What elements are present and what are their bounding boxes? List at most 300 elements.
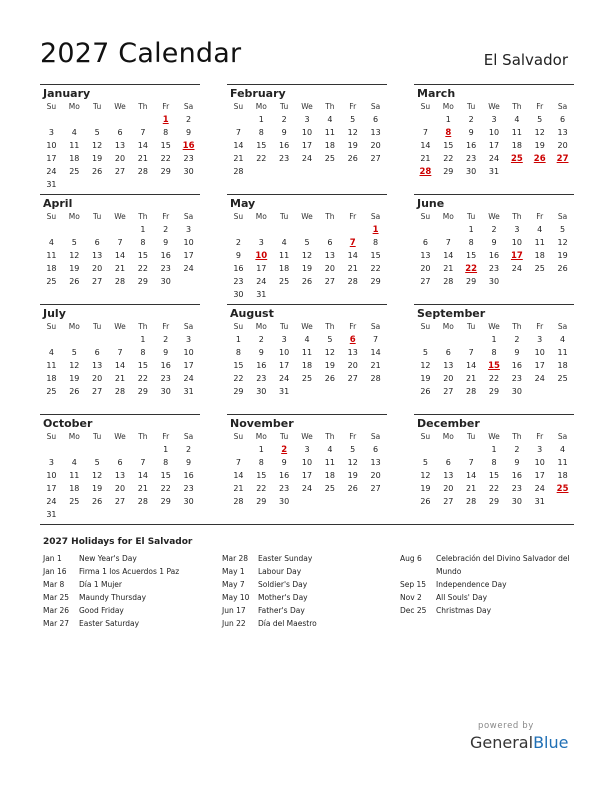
holiday-item [43,552,218,565]
month-july [40,304,200,414]
day-cell: 8 [235,348,241,357]
day-cell: 1 [258,445,264,454]
weekday-label: Su [233,102,244,111]
day-cell: 25 [324,484,335,493]
week-row [40,275,200,288]
day-cell: 7 [117,348,123,357]
day-cell [341,385,364,398]
day-cell: 11 [534,238,545,247]
day-cell: 23 [279,154,290,163]
day-cell: 22 [370,264,381,273]
day-cell [364,223,387,236]
weekday-label: Mo [68,102,80,111]
weekday-label: We [114,102,126,111]
day-cell [364,385,387,398]
weekday-label: Fr [349,322,357,331]
week-row [227,139,387,152]
powered-by-label: powered by [478,721,534,731]
day-cell: 30 [183,167,194,176]
weekday-label: Sa [370,322,381,331]
day-cell: 24 [183,374,194,383]
day-cell: 5 [327,335,333,344]
week-row [40,262,200,275]
week-row [227,249,387,262]
day-cell: 9 [514,458,520,467]
day-cell: 29 [466,277,477,286]
holiday-day: 7 [349,238,356,248]
day-cell [364,165,387,178]
holiday-item [43,578,218,591]
day-cell: 27 [114,167,126,176]
holiday-day: 6 [349,335,356,345]
week-row [40,443,200,456]
day-cell: 13 [557,128,568,137]
weekday-label: Tu [467,432,476,441]
day-cell: 4 [71,458,77,467]
day-cell: 12 [92,471,103,480]
day-cell: 17 [183,361,194,370]
day-cell: 10 [279,348,290,357]
day-cell [296,495,319,508]
week-row [40,178,200,191]
weekday-label: Tu [93,322,102,331]
week-row [40,333,200,346]
day-cell: 25 [301,374,313,383]
day-cell: 23 [279,484,290,493]
month-october [40,414,200,524]
day-cell: 9 [514,348,520,357]
week-row [40,139,200,152]
day-cell: 26 [69,277,80,286]
weekday-label: Sa [370,102,381,111]
day-cell: 3 [304,445,310,454]
weekday-label: Mo [442,212,454,221]
month-name: August [230,307,274,320]
day-cell: 3 [281,335,287,344]
day-cell [154,178,177,191]
day-cell: 2 [235,238,241,247]
day-cell: 29 [137,277,148,286]
country-name: El Salvador [483,51,568,69]
holiday-day: 17 [510,251,523,261]
holiday-day: 22 [465,264,478,274]
day-cell: 5 [422,348,428,357]
weekday-label: Sa [183,322,194,331]
day-cell: 12 [420,471,431,480]
day-cell: 30 [511,387,522,396]
weekday-label: Tu [93,102,102,111]
holiday-day: 26 [533,154,546,164]
week-row [414,165,574,178]
weekday-label: Sa [183,102,194,111]
day-cell: 10 [46,471,57,480]
holiday-day: 25 [556,484,569,494]
day-cell: 2 [468,115,474,124]
week-row [227,288,387,301]
week-row [414,482,574,495]
day-cell: 20 [114,154,126,163]
day-cell: 30 [488,277,500,286]
week-row [227,456,387,469]
day-cell: 17 [183,251,194,260]
day-cell: 5 [94,458,100,467]
weekday-label: Fr [536,322,544,331]
weekday-label: Su [233,432,244,441]
holiday-date: Jan 16 [43,567,67,576]
weekday-label: Tu [467,212,476,221]
day-cell [86,443,109,456]
day-cell: 21 [114,374,126,383]
day-cell [86,223,109,236]
day-cell: 15 [137,251,148,260]
day-cell: 3 [186,335,192,344]
holiday-date: Jun 22 [222,619,246,628]
day-cell: 29 [488,387,500,396]
day-cell [177,178,200,191]
weekday-label: Fr [536,212,544,221]
week-row [227,223,387,236]
day-cell: 4 [514,115,520,124]
day-cell: 26 [347,484,358,493]
weekday-label: Su [233,212,244,221]
day-cell: 17 [46,154,57,163]
day-cell [341,165,364,178]
weekday-label: We [114,212,126,221]
day-cell: 2 [186,115,192,124]
month-name: January [43,87,91,100]
day-cell: 30 [160,277,171,286]
day-cell: 4 [560,335,566,344]
weekday-label: Tu [93,432,102,441]
brand-blue: Blue [533,733,569,752]
day-cell: 18 [279,264,290,273]
day-cell: 7 [373,335,379,344]
day-cell [505,249,528,262]
day-cell: 19 [420,374,431,383]
day-cell [86,178,109,191]
day-cell [273,443,296,456]
day-cell: 1 [491,335,497,344]
holiday-item [222,565,397,578]
day-cell: 14 [443,251,454,260]
day-cell [341,236,364,249]
day-cell [177,275,200,288]
day-cell: 30 [511,497,522,506]
day-cell: 31 [279,387,290,396]
day-cell [414,113,437,126]
day-cell: 30 [256,387,267,396]
month-february [227,84,387,194]
day-cell: 9 [491,238,497,247]
day-cell: 29 [256,497,267,506]
day-cell [131,443,154,456]
day-cell: 16 [279,141,290,150]
day-cell: 24 [183,264,194,273]
day-cell: 1 [445,115,451,124]
day-cell [131,178,154,191]
day-cell: 16 [256,361,267,370]
day-cell: 3 [48,128,54,137]
day-cell: 14 [137,471,148,480]
weekday-label: Mo [68,322,80,331]
day-cell: 5 [94,128,100,137]
day-cell: 21 [466,484,477,493]
day-cell: 8 [491,458,497,467]
day-cell [437,333,460,346]
day-cell: 3 [258,238,264,247]
week-row [227,236,387,249]
holiday-name: Soldier's Day [258,580,308,589]
day-cell: 24 [301,154,313,163]
weekday-label: Fr [162,102,170,111]
day-cell: 14 [233,141,244,150]
day-cell: 24 [534,484,545,493]
day-cell: 10 [534,458,545,467]
day-cell [437,443,460,456]
week-row [40,223,200,236]
day-cell: 24 [488,154,500,163]
month-name: March [417,87,456,100]
month-row [40,84,574,194]
day-cell: 18 [301,361,313,370]
day-cell: 13 [114,141,126,150]
day-cell: 28 [466,387,477,396]
day-cell: 6 [373,445,379,454]
day-cell: 17 [488,141,500,150]
day-cell: 12 [92,141,103,150]
holiday-item [400,578,575,591]
day-cell: 23 [160,264,171,273]
weekday-label: We [301,102,313,111]
day-cell: 3 [514,225,520,234]
holiday-date: May 1 [222,567,245,576]
day-cell [460,262,483,275]
holiday-day: 8 [445,128,452,138]
day-cell [414,165,437,178]
day-cell: 19 [92,484,103,493]
weekday-label: Mo [255,432,267,441]
day-cell: 30 [279,497,290,506]
week-row [414,152,574,165]
month-april [40,194,200,304]
day-cell: 13 [114,471,126,480]
day-cell: 27 [420,277,431,286]
day-cell: 2 [514,335,520,344]
holiday-column-3 [400,552,575,617]
holiday-date: Mar 27 [43,619,70,628]
day-cell: 9 [186,458,192,467]
day-cell: 8 [163,458,169,467]
holiday-name: Good Friday [79,606,124,615]
weekday-label: We [488,432,500,441]
day-cell: 26 [301,277,313,286]
day-cell [273,288,296,301]
day-cell [551,385,574,398]
holiday-date: Dec 25 [400,606,427,615]
holiday-day: 1 [372,225,379,235]
week-row [40,469,200,482]
weekday-label: Su [46,212,57,221]
day-cell: 15 [137,361,148,370]
day-cell: 8 [163,128,169,137]
weekday-label: Mo [442,322,454,331]
week-row [414,469,574,482]
day-cell: 22 [488,484,500,493]
month-row [40,414,574,524]
holiday-item [43,604,218,617]
weekday-label: We [488,102,500,111]
day-cell: 26 [420,387,431,396]
day-cell: 11 [557,348,568,357]
day-cell: 1 [235,335,241,344]
day-cell: 1 [491,445,497,454]
day-cell: 11 [46,361,57,370]
weekday-header [227,210,387,223]
holiday-day: 1 [162,115,169,125]
day-cell: 19 [557,251,568,260]
day-cell [63,113,86,126]
day-cell: 8 [258,128,264,137]
weekday-label: Sa [557,212,568,221]
day-cell: 24 [301,484,313,493]
day-cell: 2 [491,225,497,234]
month-name: June [417,197,445,210]
day-cell: 21 [137,154,148,163]
day-cell: 24 [534,374,545,383]
day-cell: 20 [420,264,431,273]
day-cell: 22 [160,484,171,493]
day-cell [177,508,200,521]
day-cell: 10 [488,128,500,137]
holiday-item [43,565,218,578]
day-cell: 11 [279,251,290,260]
day-cell: 14 [114,361,126,370]
day-cell: 18 [46,264,57,273]
holiday-day: 27 [556,154,569,164]
day-cell [364,495,387,508]
day-cell [109,178,132,191]
day-cell [296,165,319,178]
day-cell: 14 [466,471,477,480]
brand-logo[interactable] [470,733,568,752]
day-cell: 31 [46,510,57,519]
weekday-header [227,430,387,443]
day-cell: 5 [560,225,566,234]
day-cell: 31 [534,497,545,506]
weekday-label: Mo [255,322,267,331]
day-cell: 2 [514,445,520,454]
day-cell: 20 [92,264,103,273]
day-cell: 23 [233,277,244,286]
week-row [414,333,574,346]
day-cell: 28 [466,497,477,506]
day-cell: 20 [92,374,103,383]
day-cell: 4 [71,128,77,137]
weekday-label: Th [138,432,148,441]
day-cell: 30 [466,167,477,176]
month-may [227,194,387,304]
day-cell [414,333,437,346]
holiday-day: 10 [255,251,268,261]
week-row [227,385,387,398]
day-cell: 5 [71,348,77,357]
day-cell: 19 [92,154,103,163]
day-cell [109,333,132,346]
holiday-item [400,604,575,617]
day-cell: 13 [370,128,381,137]
day-cell: 20 [557,141,568,150]
month-november [227,414,387,524]
week-row [414,456,574,469]
day-cell: 20 [443,484,454,493]
holiday-day: 15 [488,361,500,371]
day-cell: 25 [69,497,80,506]
weekday-label: Tu [280,102,289,111]
day-cell: 7 [117,238,123,247]
day-cell: 19 [324,361,335,370]
day-cell [177,139,200,152]
day-cell: 8 [140,348,146,357]
week-row [414,262,574,275]
day-cell [40,443,63,456]
weekday-label: Tu [280,322,289,331]
month-name: December [417,417,480,430]
day-cell: 17 [256,264,267,273]
day-cell: 15 [256,141,267,150]
day-cell: 12 [347,128,358,137]
weekday-label: Sa [557,432,568,441]
day-cell [414,223,437,236]
day-cell: 28 [233,167,244,176]
weekday-label: Fr [162,432,170,441]
day-cell: 4 [48,348,54,357]
day-cell: 23 [256,374,267,383]
day-cell: 7 [140,128,146,137]
weekday-header [414,430,574,443]
holiday-item [222,591,397,604]
day-cell: 2 [163,335,169,344]
weekday-header [227,320,387,333]
day-cell: 18 [324,141,335,150]
month-name: September [417,307,486,320]
day-cell: 15 [466,251,477,260]
day-cell: 13 [443,471,454,480]
day-cell [528,165,551,178]
day-cell: 25 [46,277,57,286]
week-row [40,456,200,469]
holiday-date: Nov 2 [400,593,422,602]
week-row [414,346,574,359]
day-cell: 25 [534,264,545,273]
holiday-name: Celebración del Divino Salvador del Mundo [436,554,570,576]
day-cell: 22 [256,154,267,163]
day-cell [460,333,483,346]
week-row [40,152,200,165]
holiday-date: May 7 [222,580,245,589]
day-cell [414,443,437,456]
day-cell [341,223,364,236]
day-cell: 19 [347,471,358,480]
day-cell: 10 [301,128,313,137]
day-cell: 17 [534,471,545,480]
day-cell: 28 [114,277,126,286]
day-cell: 21 [347,264,358,273]
day-cell: 27 [370,484,381,493]
holiday-name: Easter Saturday [79,619,140,628]
day-cell: 25 [279,277,290,286]
holiday-date: Sep 15 [400,580,427,589]
day-cell [154,113,177,126]
